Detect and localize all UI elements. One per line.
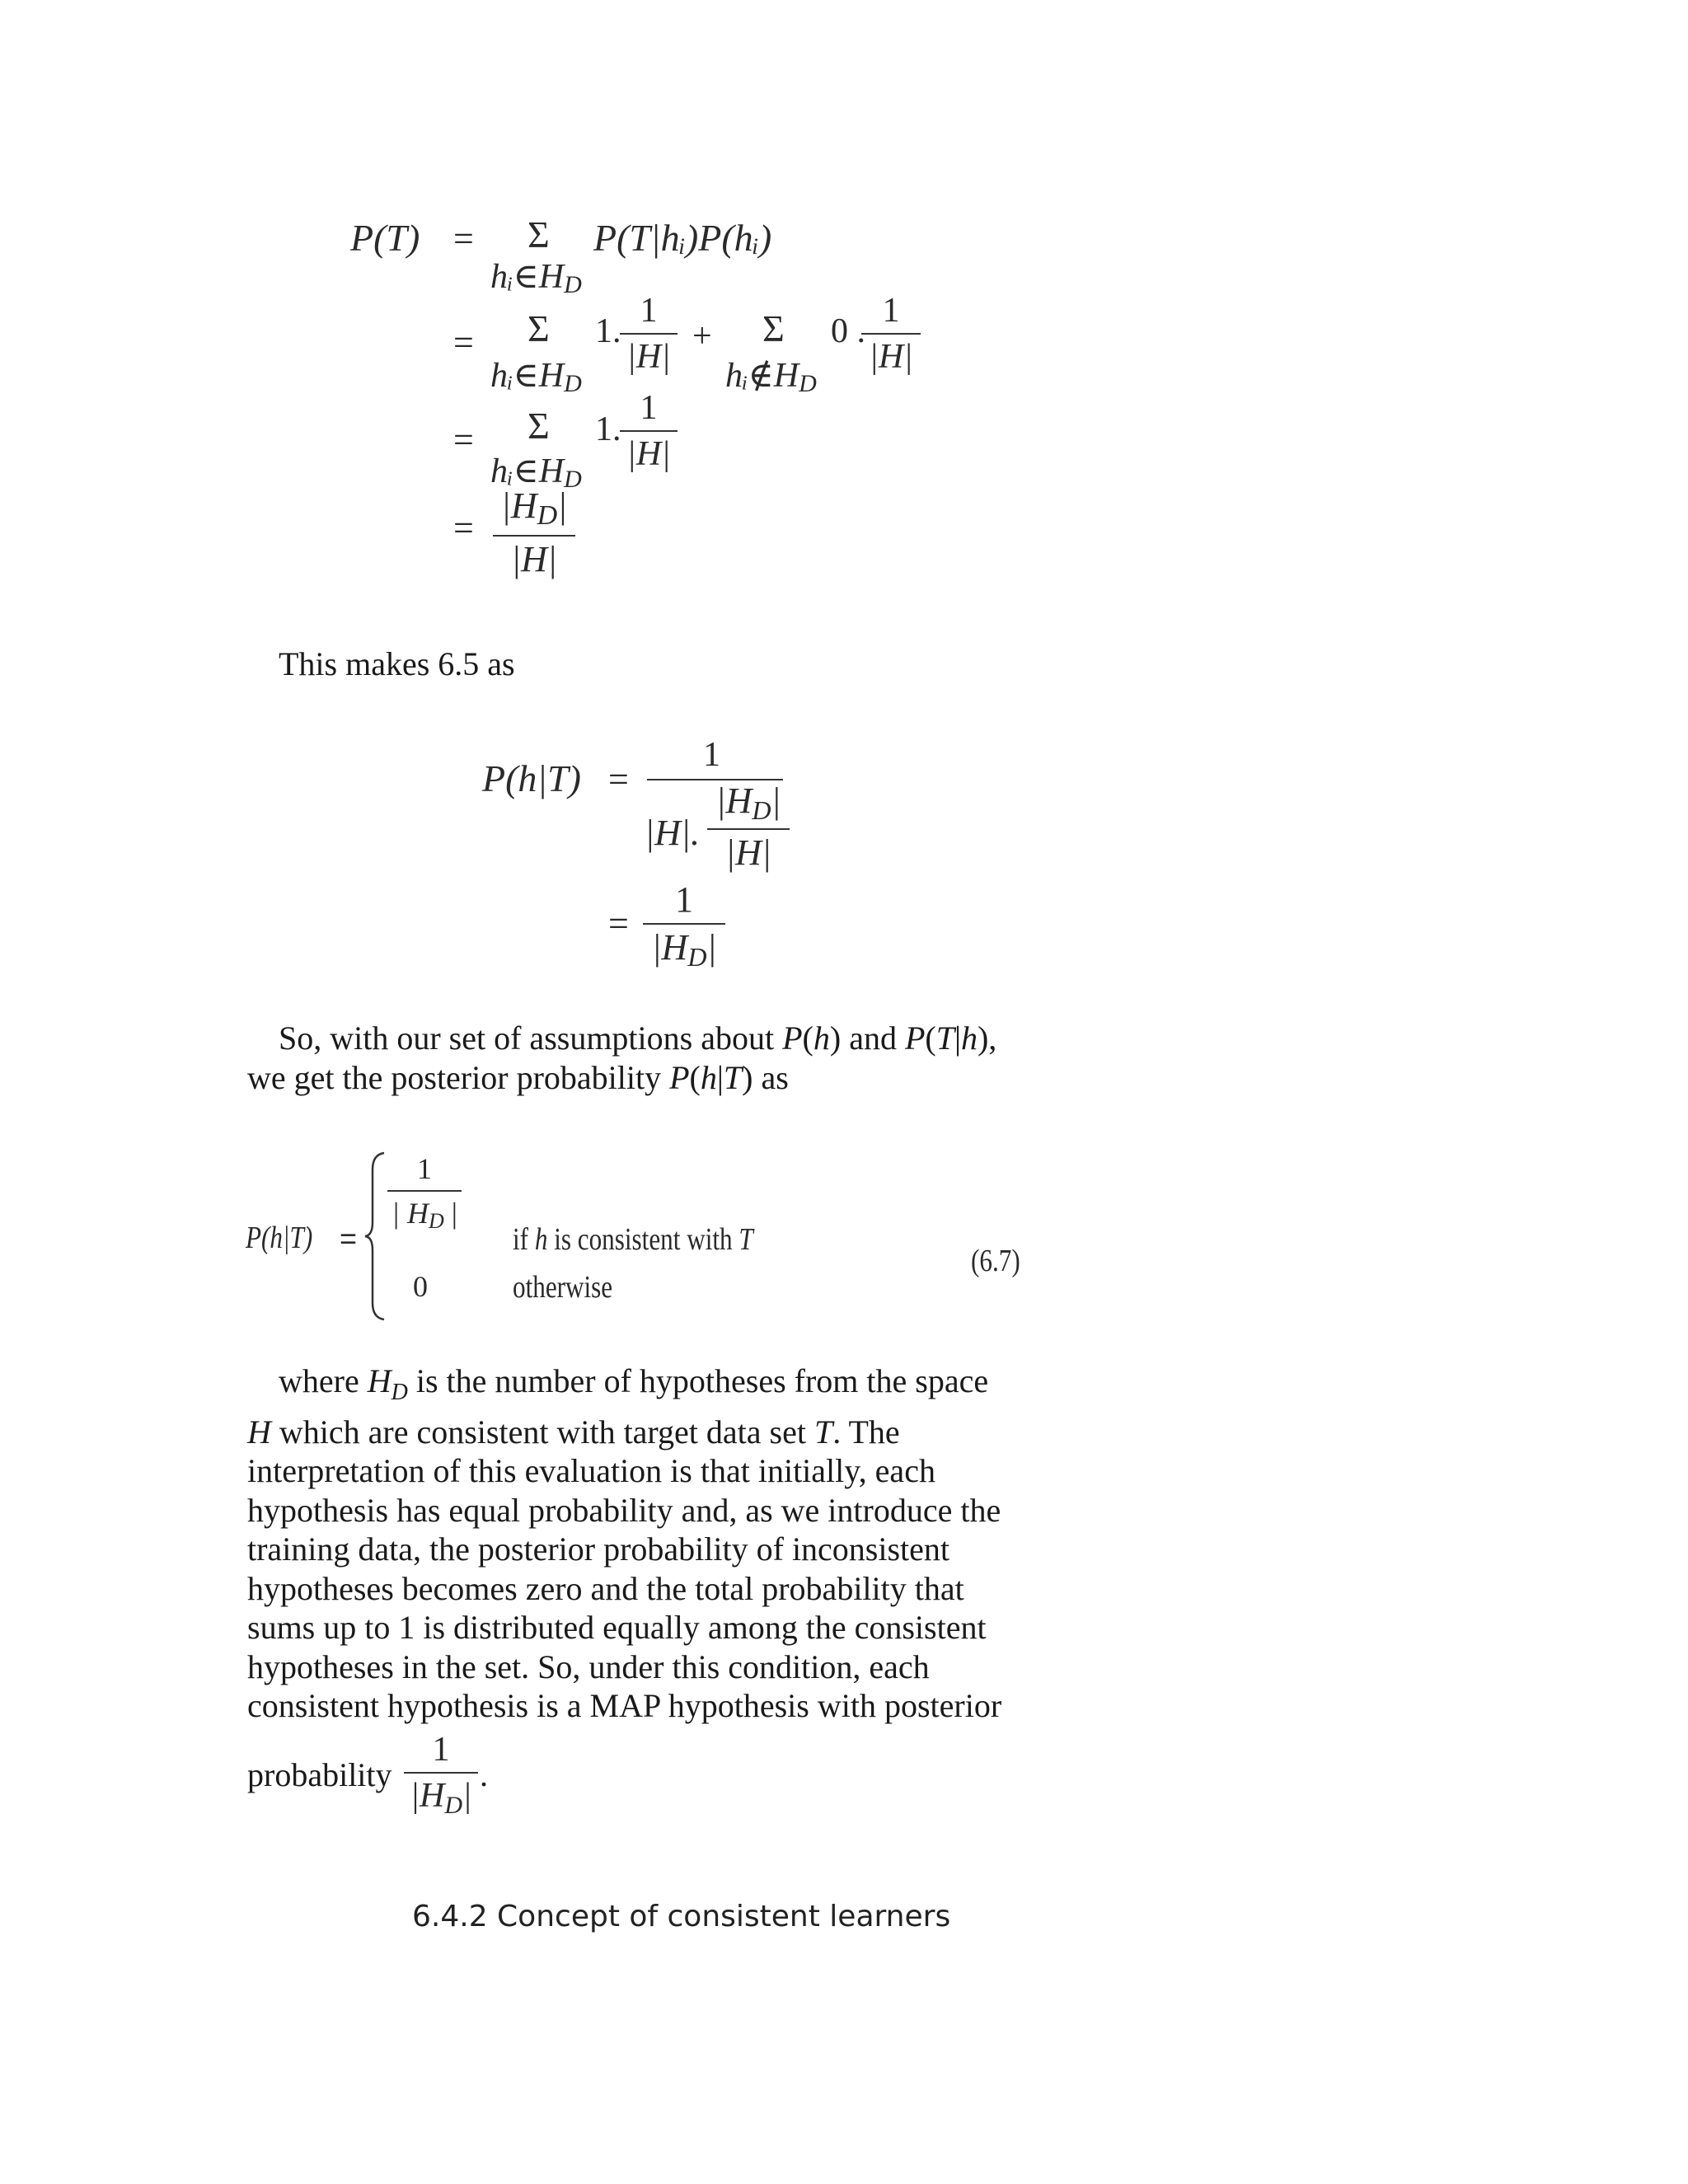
probability-frac: 1 |HD| xyxy=(404,1732,478,1818)
eq-sign-1: = xyxy=(453,218,474,259)
sum-symbol-2: Σ xyxy=(528,307,550,349)
one-dot-2: 1. xyxy=(595,312,621,350)
eq-sign-2: = xyxy=(453,322,474,363)
sum-symbol-3: Σ xyxy=(762,307,785,349)
eq67-condition-2: otherwise xyxy=(513,1270,613,1305)
assumptions-line-1: So, with our set of assumptions about P(h) and P(T|h), xyxy=(279,1019,997,1057)
eq-sign-5: = xyxy=(608,759,629,799)
sum-subscript-2: hᵢ∈HD xyxy=(490,357,582,397)
sum-subscript-1: hᵢ∈HD xyxy=(490,258,582,298)
frac-HD-over-H: |HD| |H| xyxy=(493,488,575,578)
posterior-numerator-one: 1 xyxy=(703,736,720,774)
posterior-lhs: P(h|T) xyxy=(482,757,581,799)
eq67-eq: = xyxy=(340,1221,358,1255)
where-line-5: training data, the posterior probability of inconsistent xyxy=(247,1530,950,1568)
eq67-condition-1: if h is consistent with T xyxy=(513,1222,753,1257)
frac-1-over-H-c: 1 |H| xyxy=(620,391,678,471)
eq-sign-4: = xyxy=(453,508,474,548)
this-makes-text: This makes 6.5 as xyxy=(279,645,515,682)
eq-sign-6: = xyxy=(608,903,629,944)
one-dot-3: 1. xyxy=(595,410,621,448)
probability-period: . xyxy=(480,1756,488,1793)
where-line-3: interpretation of this evaluation is that initially, each xyxy=(247,1452,935,1489)
where-line-8: hypotheses in the set. So, under this condition, each xyxy=(247,1647,930,1685)
where-paragraph xyxy=(247,1361,1071,1726)
where-line-1: where $H_D$ is the number of hypotheses from the space xyxy=(279,1362,989,1405)
sum-subscript-3: hᵢ∉HD xyxy=(725,357,817,397)
posterior-inner-frac: |HD| |H| xyxy=(707,783,790,871)
sum-symbol-1: Σ xyxy=(528,213,550,255)
probability-label: probability xyxy=(247,1756,392,1793)
frac-1-over-H-a: 1 |H| xyxy=(620,293,678,374)
where-line-2: H which are consistent with target data set T. The xyxy=(247,1413,900,1451)
eq67-number: (6.7) xyxy=(971,1244,1020,1278)
where-line-4: hypothesis has equal probability and, as we introduce the xyxy=(247,1491,1001,1529)
zero-dot: 0 . xyxy=(831,312,865,350)
where-line-7: sums up to 1 is distributed equally among the consistent xyxy=(247,1609,987,1646)
piecewise-brace xyxy=(363,1150,387,1323)
eq67-zero: 0 xyxy=(413,1270,428,1303)
where-line-6: hypotheses becomes zero and the total probability that xyxy=(247,1569,964,1607)
frac-1-over-H-b: 1 |H| xyxy=(861,293,921,374)
section-heading: 6.4.2 Concept of consistent learners xyxy=(412,1900,951,1933)
frac-1-over-HD: 1 |HD| xyxy=(643,882,725,970)
eq67-lhs: P(h|T) xyxy=(246,1221,313,1255)
eq-sign-3: = xyxy=(453,419,474,460)
assumptions-line-2: we get the posterior probability P(h|T) as xyxy=(247,1058,789,1096)
pt-lhs: P(T) xyxy=(350,217,420,259)
pt-line1-expr: P(T|hᵢ)P(hᵢ) xyxy=(593,217,772,259)
posterior-H-dot: |H|. xyxy=(645,813,700,853)
assumptions-paragraph xyxy=(247,1019,1071,1097)
sum-subscript-4: hᵢ∈HD xyxy=(490,452,582,493)
eq67-frac: 1 | HD | xyxy=(387,1154,462,1232)
where-line-9: consistent hypothesis is a MAP hypothesis with posterior xyxy=(247,1687,1002,1724)
plus-sign: + xyxy=(692,317,712,355)
sum-symbol-4: Σ xyxy=(528,405,550,447)
